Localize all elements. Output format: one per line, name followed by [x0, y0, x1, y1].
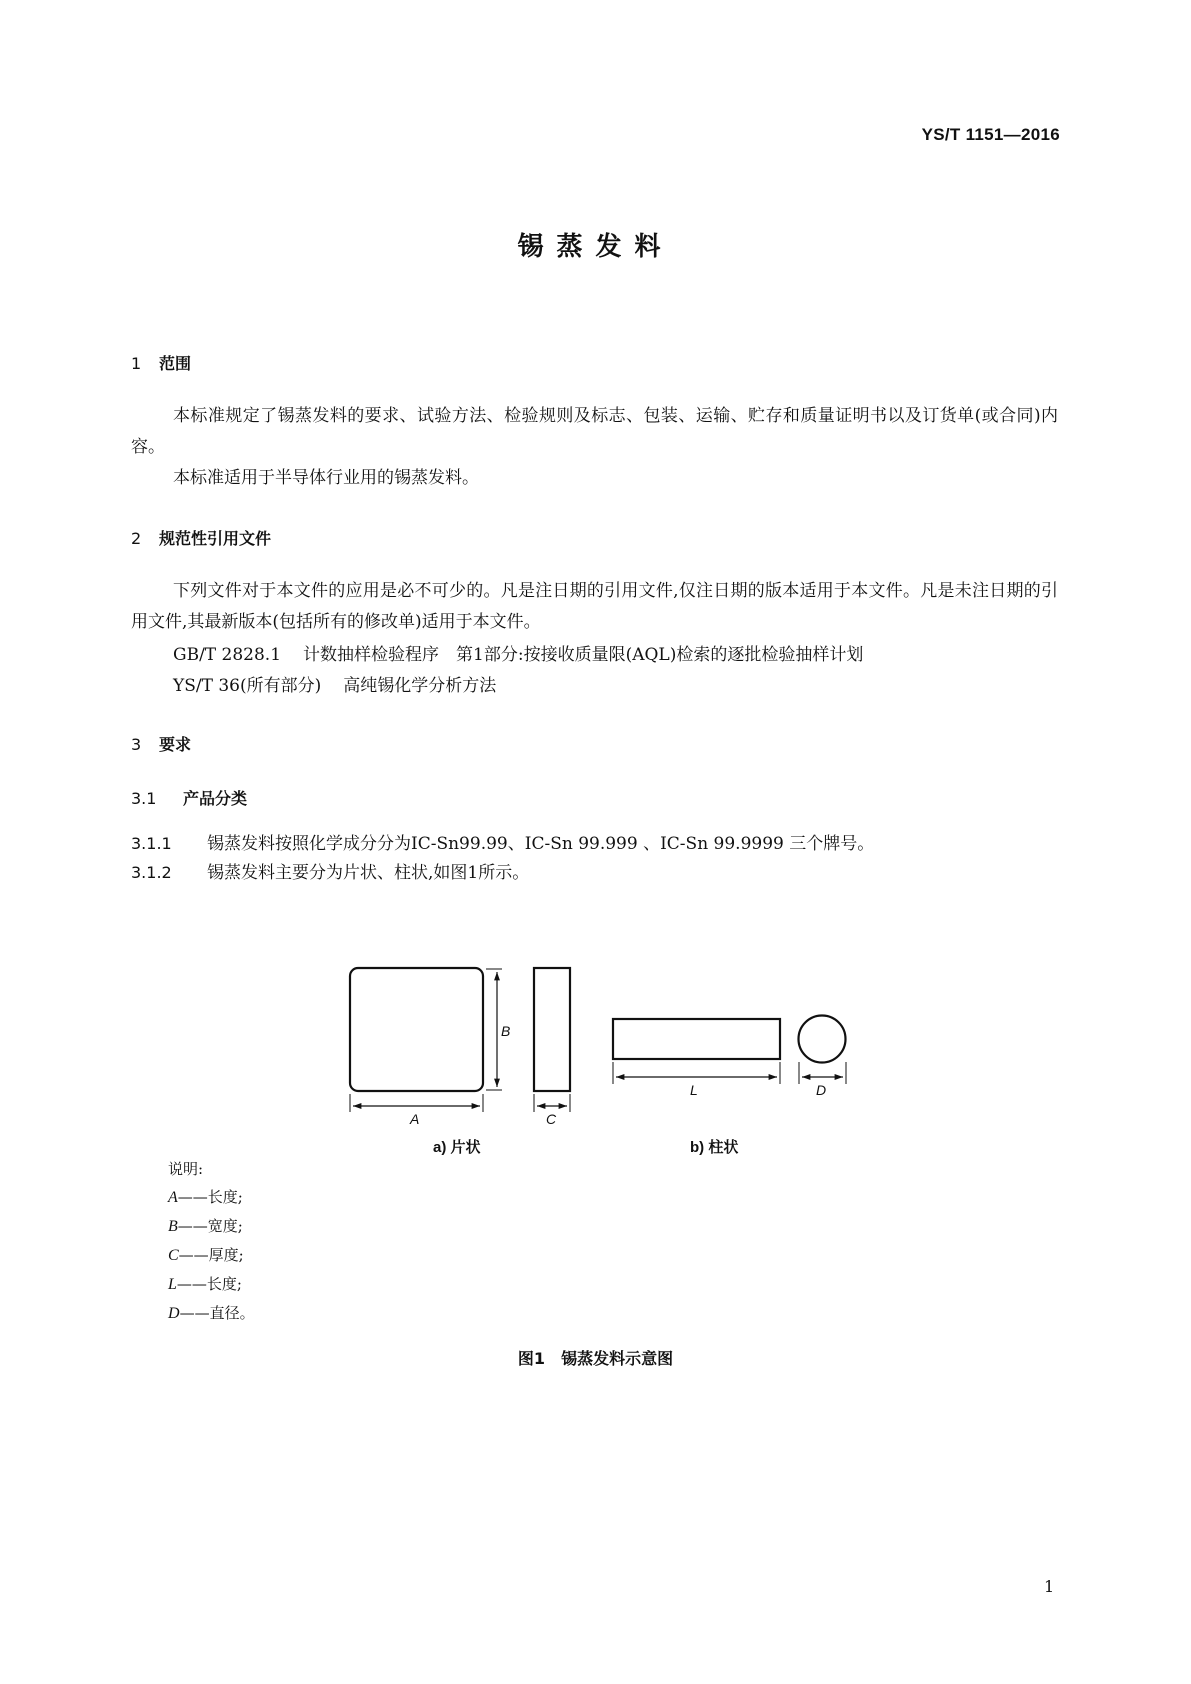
- clause-text: 锡蒸发料按照化学成分分为IC-Sn99.99、IC-Sn 99.999 、IC-Sn 99.9999 三个牌号。: [207, 834, 875, 854]
- legend-description: ——厚度;: [178, 1246, 244, 1264]
- legend-description: ——直径。: [179, 1304, 255, 1322]
- column-end-face: [799, 1016, 846, 1063]
- legend-item: [168, 1183, 255, 1212]
- legend-item: [168, 1299, 255, 1328]
- section-title: 范围: [159, 354, 192, 373]
- reference-code: GB/T 2828.1: [173, 645, 282, 665]
- section-number: 1: [131, 354, 142, 373]
- legend-item: [168, 1241, 255, 1270]
- section-title: 产品分类: [183, 789, 248, 808]
- legend-description: ——宽度;: [177, 1217, 243, 1235]
- section-title: 要求: [159, 735, 192, 754]
- section-number: 2: [131, 529, 142, 548]
- document-id: YS/T 1151—2016: [921, 125, 1060, 144]
- section-1-paragraph-2: 本标准适用于半导体行业用的锡蒸发料。: [173, 468, 479, 488]
- legend-description: ——长度;: [176, 1275, 242, 1293]
- section-2-paragraph: 下列文件对于本文件的应用是必不可少的。凡是注日期的引用文件,仅注日期的版本适用于本文件。凡是未注日期的引用文件,其最新版本(包括所有的修改单)适用于本文件。: [131, 581, 1058, 632]
- legend-symbol: B: [168, 1218, 178, 1235]
- legend-item: [168, 1212, 255, 1241]
- legend-symbol: A: [168, 1189, 178, 1206]
- clause-number: 3.1.2: [131, 863, 172, 882]
- dimension-label-l: L: [690, 1082, 698, 1098]
- dimension-label-d: D: [816, 1082, 827, 1098]
- sheet-side-face: [534, 968, 570, 1091]
- reference-title: 高纯锡化学分析方法: [343, 676, 497, 696]
- legend-symbol: C: [168, 1247, 179, 1264]
- legend-item: [168, 1270, 255, 1299]
- reference-code: YS/T 36(所有部分): [173, 676, 322, 696]
- legend-title: 说明:: [168, 1160, 204, 1178]
- dimension-label-a: A: [410, 1111, 420, 1127]
- clause-text: 锡蒸发料主要分为片状、柱状,如图1所示。: [207, 863, 530, 883]
- section-title: 规范性引用文件: [159, 529, 272, 548]
- figure-caption: [0, 1346, 1191, 1369]
- figure-number: 图1: [517, 1349, 546, 1368]
- legend-symbol: L: [168, 1276, 177, 1293]
- subfigure-b-label: b) 柱状: [690, 1139, 739, 1156]
- figure-legend: [168, 1155, 255, 1328]
- sheet-front-face: [350, 968, 483, 1091]
- dimension-label-c: C: [546, 1111, 557, 1127]
- section-1-paragraph-1: 本标准规定了锡蒸发料的要求、试验方法、检验规则及标志、包装、运输、贮存和质量证明书以及订货单(或合同)内容。: [131, 406, 1058, 457]
- legend-description: ——长度;: [177, 1188, 243, 1206]
- figure-title: 锡蒸发料示意图: [561, 1349, 674, 1368]
- section-number: 3.1: [131, 789, 157, 808]
- reference-title: 计数抽样检验程序 第1部分:按接收质量限(AQL)检索的逐批检验抽样计划: [303, 645, 864, 665]
- clause-number: 3.1.1: [131, 834, 172, 853]
- page-number: 1: [1044, 1577, 1055, 1596]
- subfigure-a-label: a) 片状: [433, 1139, 481, 1156]
- dimension-label-b: B: [501, 1023, 511, 1039]
- column-side-face: [613, 1019, 780, 1059]
- section-number: 3: [131, 735, 142, 754]
- page-title: 锡蒸发料: [517, 232, 674, 262]
- legend-symbol: D: [168, 1305, 180, 1322]
